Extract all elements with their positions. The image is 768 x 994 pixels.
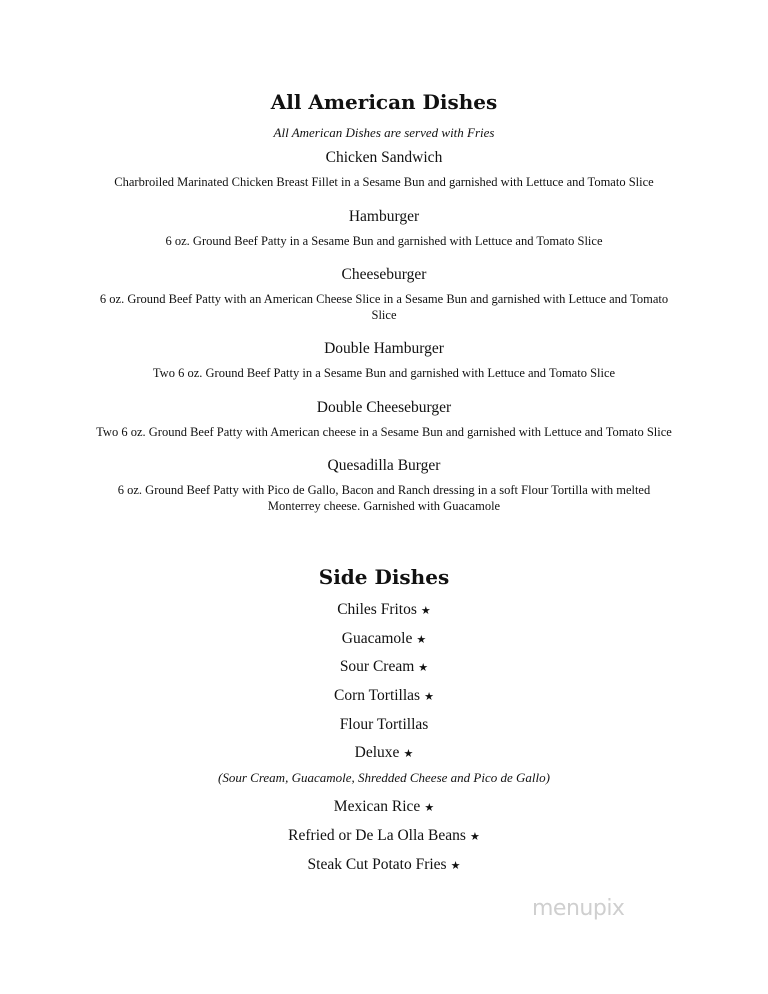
side-dish-label: Chiles Fritos	[337, 601, 417, 618]
side-dish-label: Deluxe	[354, 744, 400, 762]
side-dish-note: (Sour Cream, Guacamole, Shredded Cheese and Pico de Gallo)	[218, 770, 550, 786]
section-subtitle: All American Dishes are served with Fries	[273, 125, 495, 140]
section-heading-sides: Side Dishes	[318, 565, 450, 589]
side-dish-item	[0, 741, 768, 770]
dish-description: Two 6 oz. Ground Beef Patty in a Sesame Bun and garnished with Lettuce and Tomato Slice	[152, 366, 616, 380]
side-dish-item	[0, 824, 768, 853]
side-dish-item	[0, 598, 768, 627]
side-dish-list	[0, 598, 768, 881]
side-dish-label: Mexican Rice	[333, 798, 421, 816]
side-dish-label: Refried or De La Olla Beans	[288, 826, 466, 844]
star-icon: ★	[403, 747, 414, 761]
star-icon: ★	[424, 690, 434, 704]
side-dish-label: Flour Tortillas	[339, 715, 429, 733]
dish-name: Double Hamburger	[324, 340, 444, 357]
side-dish-item	[0, 655, 768, 684]
side-dish-item	[0, 853, 768, 882]
star-icon: ★	[416, 632, 427, 646]
star-icon: ★	[424, 801, 435, 815]
side-dish-label: Guacamole	[341, 629, 413, 647]
dish-description: 6 oz. Ground Beef Patty in a Sesame Bun and garnished with Lettuce and Tomato Slice	[165, 233, 603, 248]
dish-description: 6 oz. Ground Beef Patty with an American Cheese Slice in a Sesame Bun and garnished with Lettuce and Tomato Slice	[99, 292, 669, 322]
side-dish-label: Steak Cut Potato Fries	[307, 855, 447, 873]
dish-description: Two 6 oz. Ground Beef Patty with American cheese in a Sesame Bun and garnished with Lettuce and Tomato Slice	[96, 424, 672, 439]
side-dish-label: Sour Cream	[339, 658, 415, 676]
side-dish-item	[0, 713, 768, 742]
star-icon: ★	[469, 829, 480, 843]
dish-name: Hamburger	[348, 207, 420, 225]
dish-name: Cheeseburger	[341, 266, 427, 283]
section-heading-american: All American Dishes	[270, 90, 498, 114]
american-dish-list	[90, 148, 678, 530]
dish-name: Double Cheeseburger	[316, 398, 452, 416]
star-icon: ★	[450, 858, 461, 872]
side-dish-item	[0, 684, 768, 713]
dish-name: Chicken Sandwich	[325, 149, 443, 166]
side-dish-label: Corn Tortillas	[334, 687, 421, 705]
star-icon: ★	[420, 604, 431, 617]
side-dish-item	[0, 795, 768, 824]
star-icon: ★	[418, 661, 429, 675]
dish-description: Charbroiled Marinated Chicken Breast Fillet in a Sesame Bun and garnished with Lettuce and Tomato Slice	[114, 175, 654, 189]
dish-description: 6 oz. Ground Beef Patty with Pico de Gallo, Bacon and Ranch dressing in a soft Flour Tortilla with melted Monterrey cheese. Garnished with Guacamole	[117, 483, 651, 513]
dish-name: Quesadilla Burger	[327, 457, 441, 474]
watermark-logo: menupix	[532, 896, 625, 921]
side-dish-item	[0, 627, 768, 656]
